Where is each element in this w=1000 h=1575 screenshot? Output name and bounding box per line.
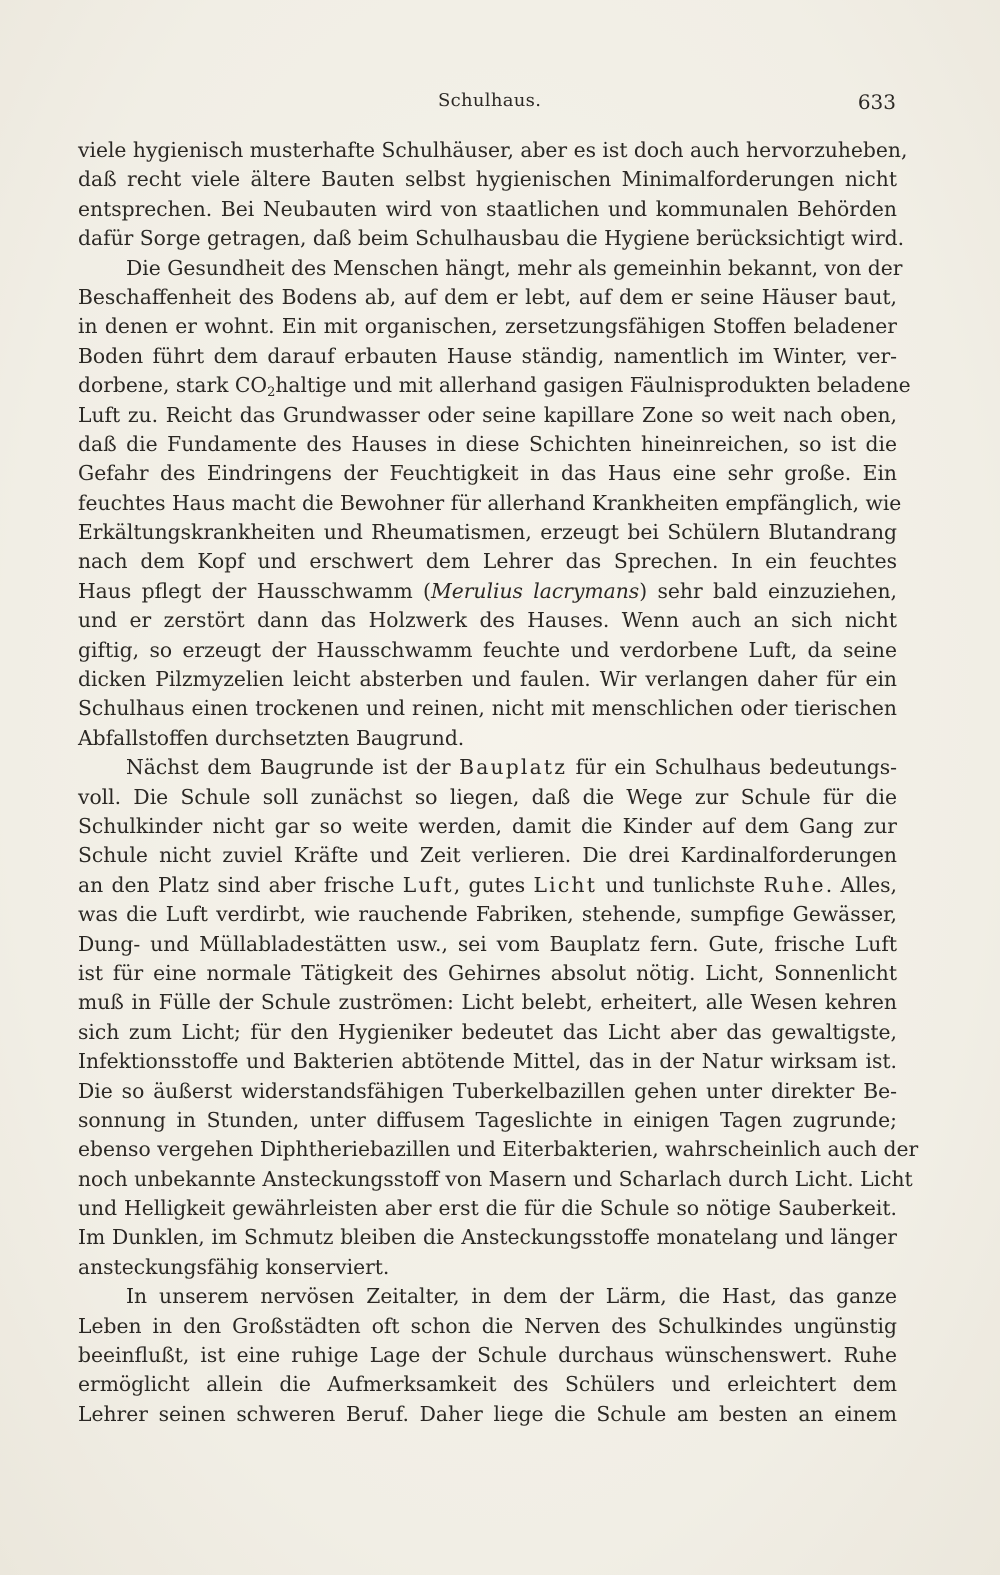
text-line-with-formula bbox=[78, 371, 911, 401]
text-line: Im Dunklen, im Schmutz bleiben die Ansteckungsstoffe monatelang und länger bbox=[78, 1225, 897, 1250]
text-line: daß die Fundamente des Hauses in diese Schichten hineinreichen, so ist die bbox=[78, 431, 897, 456]
text-line: viele hygienisch musterhafte Schulhäuser, aber es ist doch auch hervorzuheben, bbox=[78, 138, 908, 162]
text-line: feuchtes Haus macht die Bewohner für allerhand Krankheiten empfänglich, wie bbox=[78, 490, 902, 515]
text-line: Schule nicht zuviel Kräfte und Zeit verlieren. Die drei Kardinalforderungen bbox=[78, 843, 897, 868]
text-line: nach dem Kopf und erschwert dem Lehrer das Sprechen. In ein feuchtes bbox=[78, 549, 897, 574]
text-line: ist für eine normale Tätigkeit des Gehirnes absolut nötig. Licht, Sonnenlicht bbox=[78, 960, 897, 985]
paragraph-first-line bbox=[78, 753, 897, 782]
subscript: 2 bbox=[267, 385, 276, 401]
text-line: ermöglicht allein die Aufmerksamkeit des Schülers und erleichtert dem bbox=[78, 1372, 897, 1397]
emphasized-term: Ruhe bbox=[763, 872, 826, 897]
text-fragment: Nächst dem Baugrunde ist der bbox=[126, 755, 460, 780]
latin-species-name: Merulius lacrymans bbox=[430, 578, 640, 603]
text-fragment: Haus pflegt der Hausschwamm ( bbox=[78, 578, 431, 603]
text-line: Dung- und Müllabladestätten usw., sei vom Bauplatz fern. Gute, frische Luft bbox=[78, 931, 897, 956]
text-fragment: an den Platz sind aber frische bbox=[78, 872, 403, 897]
text-fragment: für ein Schulhaus bedeutungs- bbox=[567, 755, 897, 780]
text-line-with-emphasis bbox=[78, 871, 897, 900]
text-line: was die Luft verdirbt, wie rauchende Fabriken, stehende, sumpfige Gewässer, bbox=[78, 902, 897, 927]
text-line: Infektionsstoffe und Bakterien abtötende Mittel, das in der Natur wirksam ist. bbox=[78, 1049, 897, 1074]
text-line: in denen er wohnt. Ein mit organischen, zersetzungsfähigen Stoffen beladener bbox=[78, 314, 897, 339]
body-text bbox=[78, 136, 919, 1429]
running-title: Schulhaus. bbox=[438, 90, 542, 111]
text-line: dicken Pilzmyzelien leicht absterben und faulen. Wir verlangen daher für ein bbox=[78, 667, 897, 692]
text-line-with-latin-name bbox=[78, 577, 897, 606]
text-line: ansteckungsfähig konserviert. bbox=[78, 1254, 390, 1279]
paragraph-first-line: In unserem nervösen Zeitalter, in dem der Lärm, die Hast, das ganze bbox=[126, 1284, 897, 1309]
text-line: entsprechen. Bei Neubauten wird von staatlichen und kommunalen Behörden bbox=[78, 196, 897, 221]
text-line: Abfallstoffen durchsetzten Baugrund. bbox=[78, 725, 465, 750]
text-line: Leben in den Großstädten oft schon die Nerven des Schulkindes ungünstig bbox=[78, 1313, 897, 1338]
text-line: und Helligkeit gewährleisten aber erst die für die Schule so nötige Sauberkeit. bbox=[78, 1196, 897, 1221]
text-fragment: . Alles, bbox=[825, 872, 897, 897]
text-line: giftig, so erzeugt der Hausschwamm feuchte und verdorbene Luft, da seine bbox=[78, 637, 897, 662]
text-line: Schulhaus einen trockenen und reinen, nicht mit menschlichen oder tierischen bbox=[78, 696, 897, 721]
text-line: Luft zu. Reicht das Grundwasser oder seine kapillare Zone so weit nach oben, bbox=[78, 402, 897, 427]
text-line: muß in Fülle der Schule zuströmen: Licht belebt, erheitert, alle Wesen kehren bbox=[78, 990, 897, 1015]
text-line: voll. Die Schule soll zunächst so liegen, daß die Wege zur Schule für die bbox=[78, 784, 897, 809]
text-line: Schulkinder nicht gar so weite werden, damit die Kinder auf dem Gang zur bbox=[78, 813, 897, 838]
emphasized-term: Licht bbox=[533, 872, 598, 897]
paragraph-first-line: Die Gesundheit des Menschen hängt, mehr als gemeinhin bekannt, von der bbox=[126, 255, 903, 280]
text-line: Gefahr des Eindringens der Feuchtigkeit in das Haus eine sehr große. Ein bbox=[78, 461, 897, 486]
text-line: und er zerstört dann das Holzwerk des Hauses. Wenn auch an sich nicht bbox=[78, 608, 897, 633]
text-fragment: haltige und mit allerhand gasigen Fäulnisprodukten beladene bbox=[275, 373, 911, 398]
text-line: Beschaffenheit des Bodens ab, auf dem er lebt, auf dem er seine Häuser baut, bbox=[78, 284, 897, 309]
text-line: Lehrer seinen schweren Beruf. Daher liege die Schule am besten an einem bbox=[78, 1401, 897, 1426]
text-fragment: und tunlichste bbox=[597, 872, 764, 897]
emphasized-term: Bauplatz bbox=[459, 755, 568, 780]
text-line: sonnung in Stunden, unter diffusem Tageslichte in einigen Tagen zugrunde; bbox=[78, 1107, 897, 1132]
text-line: ebenso vergehen Diphtheriebazillen und Eiterbakterien, wahrscheinlich auch der bbox=[78, 1137, 919, 1162]
text-fragment: , gutes bbox=[453, 872, 534, 897]
text-fragment: ) sehr bald einzuziehen, bbox=[639, 578, 897, 603]
text-line: noch unbekannte Ansteckungsstoff von Masern und Scharlach durch Licht. Licht bbox=[78, 1166, 913, 1191]
text-line: sich zum Licht; für den Hygieniker bedeutet das Licht aber das gewaltigste, bbox=[78, 1019, 897, 1044]
text-line: Erkältungskrankheiten und Rheumatismen, erzeugt bei Schülern Blutandrang bbox=[78, 520, 897, 545]
page-number: 633 bbox=[857, 90, 896, 114]
text-line: daß recht viele ältere Bauten selbst hygienischen Minimalforderungen nicht bbox=[78, 167, 897, 192]
text-line: beeinflußt, ist eine ruhige Lage der Schule durchaus wünschenswert. Ruhe bbox=[78, 1343, 897, 1368]
text-line: Die so äußerst widerstandsfähigen Tuberkelbazillen gehen unter direkter Be- bbox=[78, 1078, 897, 1103]
running-head bbox=[0, 90, 1000, 120]
emphasized-term: Luft bbox=[402, 872, 454, 897]
text-line: Boden führt dem darauf erbauten Hause ständig, namentlich im Winter, ver- bbox=[78, 343, 897, 368]
text-line: dafür Sorge getragen, daß beim Schulhausbau die Hygiene berücksichtigt wird. bbox=[78, 226, 905, 251]
text-fragment: dorbene, stark CO bbox=[78, 373, 268, 398]
